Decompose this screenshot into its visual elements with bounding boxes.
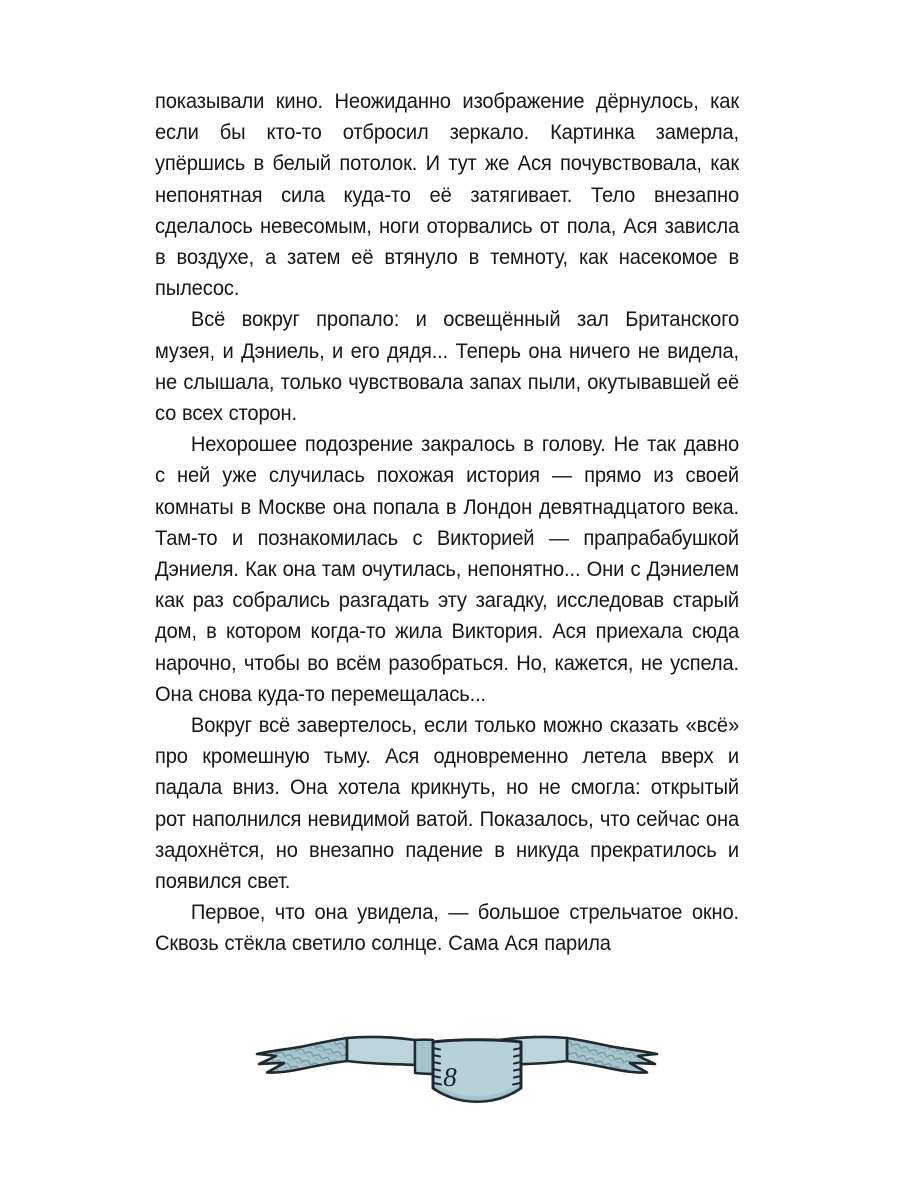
paragraph: показывали кино. Неожиданно изображение дёрнулось, как если бы кто-то отбросил зеркало. Картинка замерла, упёршись в белый потолок. И тут же Ася почувствовала, как непонятная сила куда-то её затягивает. Тело внезапно сделалось невесомым, ноги оторвались от пола, Ася зависла в воздухе, а затем её втянуло в темноту, как насекомое в пылесос. bbox=[155, 89, 740, 301]
paragraph: Вокруг всё завертелось, если только можно сказать «всё» про кромешную тьму. Ася одновременно летела вверх и падала вниз. Она хотела крикнуть, но не смогла: открытый рот наполнился невидимой ватой. Показалось, что сейчас она задохнётся, но внезапно падение в никуда прекратилось и появился свет. bbox=[155, 713, 740, 894]
paragraph: Всё вокруг пропало: и освещённый зал Британского музея, и Дэниель, и его дядя... Теперь она ничего не видела, не слышала, только чувствовала запах пыли, окутывавшей её со всех сторон. bbox=[155, 307, 740, 426]
ribbon-left-shoulder bbox=[347, 1037, 415, 1065]
body-text-block bbox=[155, 86, 773, 960]
paragraph: Нехорошее подозрение закралось в голову. Не так давно с ней уже случилась похожая история — прямо из своей комнаты в Москве она попала в Лондон девятнадцатого века. Там-то и познакомилась с Викторией — прапрабабушкой Дэниеля. Как она там очутилась, непонятно... Они с Дэниелем как раз собрались разгадать эту загадку, исследовав старый дом, в котором когда-то жила Виктория. Ася приехала сюда нарочно, чтобы во всём разобраться. Но, кажется, не успела. Она снова куда-то перемещалась... bbox=[155, 432, 740, 706]
page-number: 8 bbox=[443, 1062, 457, 1092]
paragraph: Первое, что она увидела, — большое стрельчатое окно. Сквозь стёкла светило солнце. Сама Ася парила bbox=[155, 900, 740, 956]
